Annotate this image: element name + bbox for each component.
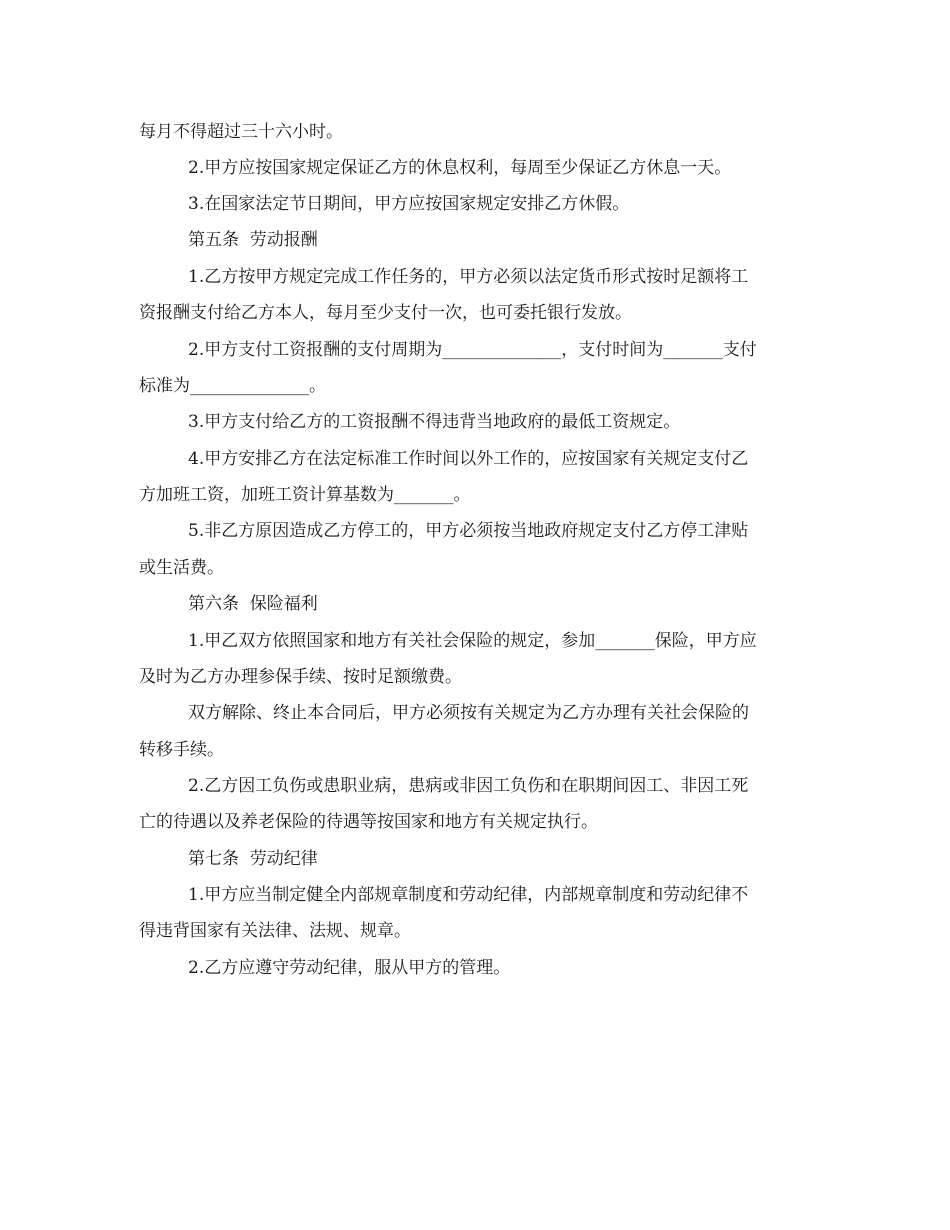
text-line: 2.甲方应按国家规定保证乙方的休息权利，每周至少保证乙方休息一天。 xyxy=(188,158,732,178)
text-line: 3.在国家法定节日期间，甲方应按国家规定安排乙方休假。 xyxy=(188,194,630,214)
text-line: 4.甲方安排乙方在法定标准工作时间以外工作的，应按国家有关规定支付乙 xyxy=(188,449,749,469)
section-heading: 第六条 保险福利 xyxy=(188,594,318,614)
text-line: 得违背国家有关法律、法规、规章。 xyxy=(139,921,411,941)
text-line: 3.甲方支付给乙方的工资报酬不得违背当地政府的最低工资规定。 xyxy=(188,412,681,432)
text-line: 1.乙方按甲方规定完成工作任务的，甲方必须以法定货币形式按时足额将工 xyxy=(188,267,749,287)
text-line: 方加班工资，加班工资计算基数为_______。 xyxy=(139,485,471,505)
section-heading: 第五条 劳动报酬 xyxy=(188,230,318,250)
text-line: 2.乙方因工负伤或患职业病，患病或非因工负伤和在职期间因工、非因工死 xyxy=(188,776,749,796)
text-line: 1.甲乙双方依照国家和地方有关社会保险的规定，参加_______保险，甲方应 xyxy=(188,631,757,651)
section-heading: 第七条 劳动纪律 xyxy=(188,849,318,869)
text-line: 亡的待遇以及养老保险的待遇等按国家和地方有关规定执行。 xyxy=(139,812,598,832)
text-line: 5.非乙方原因造成乙方停工的，甲方必须按当地政府规定支付乙方停工津贴 xyxy=(188,521,749,541)
text-line: 资报酬支付给乙方本人，每月至少支付一次，也可委托银行发放。 xyxy=(139,303,632,323)
text-line: 或生活费。 xyxy=(139,558,224,578)
text-line: 2.乙方应遵守劳动纪律，服从甲方的管理。 xyxy=(188,958,511,978)
text-line: 转移手续。 xyxy=(139,740,224,760)
text-line: 1.甲方应当制定健全内部规章制度和劳动纪律，内部规章制度和劳动纪律不 xyxy=(188,885,749,905)
text-line: 双方解除、终止本合同后，甲方必须按有关规定为乙方办理有关社会保险的 xyxy=(188,703,749,723)
text-line: 每月不得超过三十六小时。 xyxy=(139,122,343,142)
text-line: 标准为______________。 xyxy=(139,376,326,396)
text-line: 及时为乙方办理参保手续、按时足额缴费。 xyxy=(139,667,462,687)
text-line: 2.甲方支付工资报酬的支付周期为______________，支付时间为_______支付 xyxy=(188,340,757,360)
